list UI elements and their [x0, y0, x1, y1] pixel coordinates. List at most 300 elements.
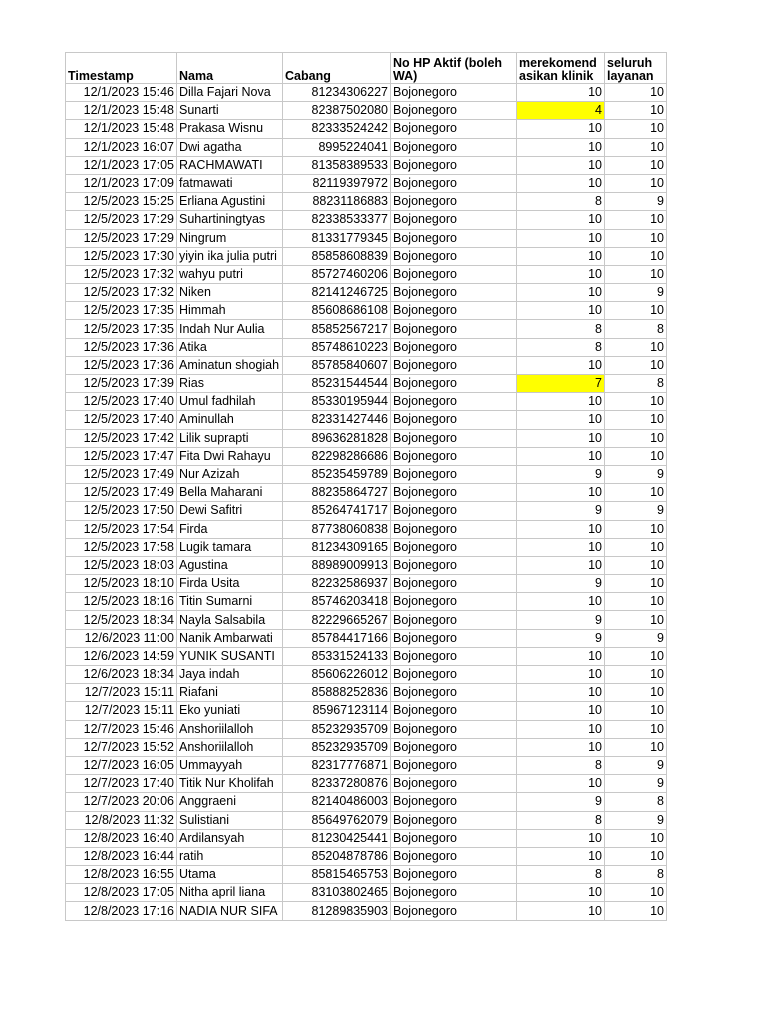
cell-merekomendasikan[interactable]: 7 [517, 375, 605, 393]
cell-seluruh-layanan[interactable]: 10 [605, 702, 667, 720]
cell-timestamp[interactable]: 12/1/2023 15:48 [66, 102, 177, 120]
cell-cabang[interactable]: Bojonegoro [391, 229, 517, 247]
cell-timestamp[interactable]: 12/1/2023 17:05 [66, 156, 177, 174]
cell-seluruh-layanan[interactable]: 10 [605, 666, 667, 684]
cell-no-hp[interactable]: 85608686108 [283, 302, 391, 320]
cell-nama[interactable]: Nanik Ambarwati [177, 629, 283, 647]
cell-seluruh-layanan[interactable]: 9 [605, 811, 667, 829]
cell-seluruh-layanan[interactable]: 9 [605, 756, 667, 774]
cell-seluruh-layanan[interactable]: 10 [605, 102, 667, 120]
cell-merekomendasikan[interactable]: 4 [517, 102, 605, 120]
cell-no-hp[interactable]: 85330195944 [283, 393, 391, 411]
cell-timestamp[interactable]: 12/7/2023 20:06 [66, 793, 177, 811]
cell-no-hp[interactable]: 85858608839 [283, 247, 391, 265]
cell-nama[interactable]: Fita Dwi Rahayu [177, 447, 283, 465]
cell-merekomendasikan[interactable]: 10 [517, 720, 605, 738]
cell-cabang[interactable]: Bojonegoro [391, 829, 517, 847]
cell-nama[interactable]: Anggraeni [177, 793, 283, 811]
header-nama[interactable]: Nama [177, 53, 283, 84]
cell-merekomendasikan[interactable]: 8 [517, 811, 605, 829]
cell-seluruh-layanan[interactable]: 9 [605, 775, 667, 793]
cell-merekomendasikan[interactable]: 10 [517, 120, 605, 138]
cell-seluruh-layanan[interactable]: 10 [605, 520, 667, 538]
cell-nama[interactable]: Dwi agatha [177, 138, 283, 156]
cell-no-hp[interactable]: 85204878786 [283, 847, 391, 865]
cell-merekomendasikan[interactable]: 9 [517, 575, 605, 593]
cell-timestamp[interactable]: 12/7/2023 15:11 [66, 702, 177, 720]
cell-timestamp[interactable]: 12/1/2023 15:48 [66, 120, 177, 138]
cell-no-hp[interactable]: 82298286686 [283, 447, 391, 465]
cell-seluruh-layanan[interactable]: 10 [605, 338, 667, 356]
cell-no-hp[interactable]: 82141246725 [283, 284, 391, 302]
cell-merekomendasikan[interactable]: 8 [517, 866, 605, 884]
cell-seluruh-layanan[interactable]: 10 [605, 138, 667, 156]
cell-nama[interactable]: Nayla Salsabila [177, 611, 283, 629]
cell-no-hp[interactable]: 85235459789 [283, 465, 391, 483]
cell-seluruh-layanan[interactable]: 10 [605, 174, 667, 192]
cell-nama[interactable]: ratih [177, 847, 283, 865]
cell-seluruh-layanan[interactable]: 10 [605, 556, 667, 574]
header-no-hp[interactable]: No HP Aktif (boleh WA) [391, 53, 517, 84]
table-row [66, 502, 667, 520]
cell-timestamp[interactable]: 12/5/2023 17:40 [66, 393, 177, 411]
cell-nama[interactable]: Suhartiningtyas [177, 211, 283, 229]
cell-nama[interactable]: RACHMAWATI [177, 156, 283, 174]
cell-cabang[interactable]: Bojonegoro [391, 411, 517, 429]
cell-no-hp[interactable]: 88989009913 [283, 556, 391, 574]
cell-timestamp[interactable]: 12/5/2023 17:58 [66, 538, 177, 556]
cell-seluruh-layanan[interactable]: 10 [605, 829, 667, 847]
cell-merekomendasikan[interactable]: 10 [517, 538, 605, 556]
cell-nama[interactable]: wahyu putri [177, 265, 283, 283]
cell-merekomendasikan[interactable]: 10 [517, 156, 605, 174]
cell-merekomendasikan[interactable]: 10 [517, 520, 605, 538]
cell-no-hp[interactable]: 81358389533 [283, 156, 391, 174]
cell-cabang[interactable]: Bojonegoro [391, 556, 517, 574]
cell-cabang[interactable]: Bojonegoro [391, 247, 517, 265]
cell-merekomendasikan[interactable]: 8 [517, 193, 605, 211]
cell-seluruh-layanan[interactable]: 10 [605, 593, 667, 611]
cell-cabang[interactable]: Bojonegoro [391, 375, 517, 393]
cell-seluruh-layanan[interactable]: 10 [605, 247, 667, 265]
header-cabang[interactable]: Cabang [283, 53, 391, 84]
cell-nama[interactable]: Firda Usita [177, 575, 283, 593]
cell-no-hp[interactable]: 85232935709 [283, 720, 391, 738]
cell-no-hp[interactable]: 81234309165 [283, 538, 391, 556]
cell-nama[interactable]: Bella Maharani [177, 484, 283, 502]
cell-timestamp[interactable]: 12/5/2023 17:49 [66, 465, 177, 483]
cell-seluruh-layanan[interactable]: 9 [605, 465, 667, 483]
cell-seluruh-layanan[interactable]: 9 [605, 284, 667, 302]
cell-no-hp[interactable]: 87738060838 [283, 520, 391, 538]
cell-no-hp[interactable]: 85852567217 [283, 320, 391, 338]
cell-nama[interactable]: Umul fadhilah [177, 393, 283, 411]
cell-merekomendasikan[interactable]: 10 [517, 702, 605, 720]
cell-nama[interactable]: Ummayyah [177, 756, 283, 774]
cell-no-hp[interactable]: 8995224041 [283, 138, 391, 156]
cell-nama[interactable]: Atika [177, 338, 283, 356]
cell-seluruh-layanan[interactable]: 9 [605, 502, 667, 520]
cell-nama[interactable]: Indah Nur Aulia [177, 320, 283, 338]
cell-no-hp[interactable]: 85815465753 [283, 866, 391, 884]
cell-nama[interactable]: Lilik suprapti [177, 429, 283, 447]
cell-seluruh-layanan[interactable]: 10 [605, 902, 667, 920]
cell-no-hp[interactable]: 85232935709 [283, 738, 391, 756]
cell-no-hp[interactable]: 85727460206 [283, 265, 391, 283]
cell-no-hp[interactable]: 85649762079 [283, 811, 391, 829]
cell-seluruh-layanan[interactable]: 10 [605, 156, 667, 174]
cell-merekomendasikan[interactable]: 10 [517, 884, 605, 902]
cell-nama[interactable]: Titik Nur Kholifah [177, 775, 283, 793]
table-row [66, 411, 667, 429]
cell-nama[interactable]: Niken [177, 284, 283, 302]
cell-timestamp[interactable]: 12/7/2023 16:05 [66, 756, 177, 774]
cell-merekomendasikan[interactable]: 10 [517, 847, 605, 865]
cell-merekomendasikan[interactable]: 10 [517, 229, 605, 247]
cell-timestamp[interactable]: 12/6/2023 14:59 [66, 647, 177, 665]
cell-timestamp[interactable]: 12/1/2023 16:07 [66, 138, 177, 156]
cell-no-hp[interactable]: 85967123114 [283, 702, 391, 720]
cell-cabang[interactable]: Bojonegoro [391, 265, 517, 283]
cell-cabang[interactable]: Bojonegoro [391, 193, 517, 211]
cell-seluruh-layanan[interactable]: 10 [605, 84, 667, 102]
cell-nama[interactable]: Eko yuniati [177, 702, 283, 720]
cell-no-hp[interactable]: 85784417166 [283, 629, 391, 647]
cell-no-hp[interactable]: 85746203418 [283, 593, 391, 611]
table-row [66, 211, 667, 229]
cell-merekomendasikan[interactable]: 10 [517, 775, 605, 793]
table-row [66, 84, 667, 102]
cell-cabang[interactable]: Bojonegoro [391, 629, 517, 647]
cell-seluruh-layanan[interactable]: 8 [605, 320, 667, 338]
cell-no-hp[interactable]: 85264741717 [283, 502, 391, 520]
table-row [66, 702, 667, 720]
cell-nama[interactable]: Titin Sumarni [177, 593, 283, 611]
cell-cabang[interactable]: Bojonegoro [391, 102, 517, 120]
cell-no-hp[interactable]: 82119397972 [283, 174, 391, 192]
cell-seluruh-layanan[interactable]: 10 [605, 356, 667, 374]
table-row [66, 102, 667, 120]
cell-timestamp[interactable]: 12/5/2023 18:03 [66, 556, 177, 574]
table-row [66, 593, 667, 611]
cell-cabang[interactable]: Bojonegoro [391, 393, 517, 411]
cell-timestamp[interactable]: 12/5/2023 17:30 [66, 247, 177, 265]
cell-no-hp[interactable]: 88231186883 [283, 193, 391, 211]
cell-cabang[interactable]: Bojonegoro [391, 593, 517, 611]
cell-no-hp[interactable]: 82331427446 [283, 411, 391, 429]
cell-timestamp[interactable]: 12/8/2023 17:16 [66, 902, 177, 920]
cell-merekomendasikan[interactable]: 10 [517, 593, 605, 611]
header-merekomendasikan[interactable]: merekomend asikan klinik [517, 53, 605, 84]
cell-merekomendasikan[interactable]: 10 [517, 484, 605, 502]
cell-merekomendasikan[interactable]: 10 [517, 284, 605, 302]
cell-timestamp[interactable]: 12/5/2023 18:16 [66, 593, 177, 611]
cell-cabang[interactable]: Bojonegoro [391, 465, 517, 483]
cell-timestamp[interactable]: 12/5/2023 17:35 [66, 320, 177, 338]
spreadsheet [65, 52, 667, 921]
table-row [66, 720, 667, 738]
cell-no-hp[interactable]: 89636281828 [283, 429, 391, 447]
cell-nama[interactable]: Sunarti [177, 102, 283, 120]
cell-cabang[interactable]: Bojonegoro [391, 211, 517, 229]
cell-seluruh-layanan[interactable]: 8 [605, 866, 667, 884]
cell-no-hp[interactable]: 85231544544 [283, 375, 391, 393]
cell-merekomendasikan[interactable]: 10 [517, 556, 605, 574]
cell-cabang[interactable]: Bojonegoro [391, 793, 517, 811]
cell-merekomendasikan[interactable]: 10 [517, 738, 605, 756]
cell-no-hp[interactable]: 85331524133 [283, 647, 391, 665]
cell-timestamp[interactable]: 12/5/2023 18:34 [66, 611, 177, 629]
cell-cabang[interactable]: Bojonegoro [391, 720, 517, 738]
cell-merekomendasikan[interactable]: 10 [517, 138, 605, 156]
cell-cabang[interactable]: Bojonegoro [391, 647, 517, 665]
cell-nama[interactable]: Aminullah [177, 411, 283, 429]
cell-cabang[interactable]: Bojonegoro [391, 302, 517, 320]
cell-seluruh-layanan[interactable]: 10 [605, 229, 667, 247]
cell-seluruh-layanan[interactable]: 10 [605, 484, 667, 502]
cell-no-hp[interactable]: 88235864727 [283, 484, 391, 502]
cell-seluruh-layanan[interactable]: 8 [605, 793, 667, 811]
cell-merekomendasikan[interactable]: 10 [517, 393, 605, 411]
cell-cabang[interactable]: Bojonegoro [391, 866, 517, 884]
cell-nama[interactable]: Utama [177, 866, 283, 884]
cell-no-hp[interactable]: 82232586937 [283, 575, 391, 593]
cell-cabang[interactable]: Bojonegoro [391, 356, 517, 374]
cell-cabang[interactable]: Bojonegoro [391, 775, 517, 793]
cell-merekomendasikan[interactable]: 10 [517, 647, 605, 665]
cell-cabang[interactable]: Bojonegoro [391, 756, 517, 774]
cell-no-hp[interactable]: 81234306227 [283, 84, 391, 102]
cell-merekomendasikan[interactable]: 10 [517, 902, 605, 920]
cell-timestamp[interactable]: 12/8/2023 11:32 [66, 811, 177, 829]
cell-cabang[interactable]: Bojonegoro [391, 847, 517, 865]
cell-timestamp[interactable]: 12/5/2023 17:54 [66, 520, 177, 538]
table-row [66, 320, 667, 338]
cell-nama[interactable]: Riafani [177, 684, 283, 702]
cell-timestamp[interactable]: 12/6/2023 18:34 [66, 666, 177, 684]
cell-cabang[interactable]: Bojonegoro [391, 611, 517, 629]
cell-no-hp[interactable]: 82337280876 [283, 775, 391, 793]
cell-seluruh-layanan[interactable]: 9 [605, 193, 667, 211]
cell-timestamp[interactable]: 12/5/2023 15:25 [66, 193, 177, 211]
cell-cabang[interactable]: Bojonegoro [391, 738, 517, 756]
cell-seluruh-layanan[interactable]: 10 [605, 429, 667, 447]
cell-nama[interactable]: NADIA NUR SIFA [177, 902, 283, 920]
cell-timestamp[interactable]: 12/5/2023 17:36 [66, 338, 177, 356]
cell-nama[interactable]: Sulistiani [177, 811, 283, 829]
cell-seluruh-layanan[interactable]: 10 [605, 647, 667, 665]
cell-timestamp[interactable]: 12/8/2023 16:40 [66, 829, 177, 847]
cell-merekomendasikan[interactable]: 10 [517, 447, 605, 465]
cell-merekomendasikan[interactable]: 10 [517, 174, 605, 192]
cell-timestamp[interactable]: 12/5/2023 17:47 [66, 447, 177, 465]
cell-cabang[interactable]: Bojonegoro [391, 156, 517, 174]
cell-no-hp[interactable]: 81230425441 [283, 829, 391, 847]
cell-timestamp[interactable]: 12/8/2023 16:44 [66, 847, 177, 865]
cell-timestamp[interactable]: 12/5/2023 17:32 [66, 284, 177, 302]
cell-seluruh-layanan[interactable]: 10 [605, 575, 667, 593]
cell-timestamp[interactable]: 12/5/2023 17:32 [66, 265, 177, 283]
table-row [66, 738, 667, 756]
cell-no-hp[interactable]: 82140486003 [283, 793, 391, 811]
cell-seluruh-layanan[interactable]: 10 [605, 538, 667, 556]
table-row [66, 120, 667, 138]
cell-timestamp[interactable]: 12/5/2023 17:36 [66, 356, 177, 374]
cell-nama[interactable]: Himmah [177, 302, 283, 320]
cell-cabang[interactable]: Bojonegoro [391, 447, 517, 465]
cell-cabang[interactable]: Bojonegoro [391, 702, 517, 720]
cell-seluruh-layanan[interactable]: 10 [605, 847, 667, 865]
cell-seluruh-layanan[interactable]: 10 [605, 302, 667, 320]
cell-no-hp[interactable]: 81289835903 [283, 902, 391, 920]
cell-cabang[interactable]: Bojonegoro [391, 684, 517, 702]
cell-no-hp[interactable]: 85606226012 [283, 666, 391, 684]
cell-cabang[interactable]: Bojonegoro [391, 666, 517, 684]
cell-timestamp[interactable]: 12/5/2023 17:50 [66, 502, 177, 520]
cell-merekomendasikan[interactable]: 9 [517, 611, 605, 629]
cell-no-hp[interactable]: 83103802465 [283, 884, 391, 902]
cell-nama[interactable]: Prakasa Wisnu [177, 120, 283, 138]
cell-merekomendasikan[interactable]: 10 [517, 829, 605, 847]
cell-seluruh-layanan[interactable]: 10 [605, 265, 667, 283]
cell-timestamp[interactable]: 12/8/2023 17:05 [66, 884, 177, 902]
table-row [66, 393, 667, 411]
cell-merekomendasikan[interactable]: 10 [517, 666, 605, 684]
cell-seluruh-layanan[interactable]: 10 [605, 393, 667, 411]
cell-cabang[interactable]: Bojonegoro [391, 575, 517, 593]
cell-nama[interactable]: YUNIK SUSANTI [177, 647, 283, 665]
cell-timestamp[interactable]: 12/5/2023 18:10 [66, 575, 177, 593]
cell-cabang[interactable]: Bojonegoro [391, 320, 517, 338]
cell-merekomendasikan[interactable]: 10 [517, 684, 605, 702]
cell-merekomendasikan[interactable]: 10 [517, 84, 605, 102]
cell-timestamp[interactable]: 12/5/2023 17:40 [66, 411, 177, 429]
cell-timestamp[interactable]: 12/5/2023 17:42 [66, 429, 177, 447]
cell-cabang[interactable]: Bojonegoro [391, 811, 517, 829]
cell-nama[interactable]: Nitha april liana [177, 884, 283, 902]
cell-timestamp[interactable]: 12/1/2023 17:09 [66, 174, 177, 192]
cell-nama[interactable]: Lugik tamara [177, 538, 283, 556]
header-seluruh-layanan[interactable]: seluruh layanan [605, 53, 667, 84]
cell-cabang[interactable]: Bojonegoro [391, 538, 517, 556]
cell-cabang[interactable]: Bojonegoro [391, 502, 517, 520]
cell-cabang[interactable]: Bojonegoro [391, 902, 517, 920]
cell-seluruh-layanan[interactable]: 10 [605, 211, 667, 229]
cell-nama[interactable]: Dilla Fajari Nova [177, 84, 283, 102]
table-row [66, 484, 667, 502]
cell-merekomendasikan[interactable]: 8 [517, 756, 605, 774]
cell-no-hp[interactable]: 85888252836 [283, 684, 391, 702]
cell-nama[interactable]: yiyin ika julia putri [177, 247, 283, 265]
header-timestamp[interactable]: Timestamp [66, 53, 177, 84]
cell-nama[interactable]: fatmawati [177, 174, 283, 192]
cell-no-hp[interactable]: 85748610223 [283, 338, 391, 356]
cell-nama[interactable]: Anshoriilalloh [177, 720, 283, 738]
cell-timestamp[interactable]: 12/5/2023 17:29 [66, 229, 177, 247]
cell-timestamp[interactable]: 12/7/2023 15:52 [66, 738, 177, 756]
cell-seluruh-layanan[interactable]: 10 [605, 411, 667, 429]
cell-merekomendasikan[interactable]: 9 [517, 629, 605, 647]
cell-timestamp[interactable]: 12/7/2023 17:40 [66, 775, 177, 793]
cell-no-hp[interactable]: 81331779345 [283, 229, 391, 247]
cell-nama[interactable]: Jaya indah [177, 666, 283, 684]
cell-timestamp[interactable]: 12/7/2023 15:11 [66, 684, 177, 702]
cell-cabang[interactable]: Bojonegoro [391, 429, 517, 447]
cell-merekomendasikan[interactable]: 10 [517, 265, 605, 283]
cell-seluruh-layanan[interactable]: 8 [605, 375, 667, 393]
cell-no-hp[interactable]: 82229665267 [283, 611, 391, 629]
cell-seluruh-layanan[interactable]: 10 [605, 120, 667, 138]
cell-no-hp[interactable]: 82333524242 [283, 120, 391, 138]
cell-seluruh-layanan[interactable]: 10 [605, 611, 667, 629]
cell-nama[interactable]: Anshoriilalloh [177, 738, 283, 756]
cell-merekomendasikan[interactable]: 10 [517, 411, 605, 429]
cell-seluruh-layanan[interactable]: 10 [605, 738, 667, 756]
cell-merekomendasikan[interactable]: 10 [517, 429, 605, 447]
cell-no-hp[interactable]: 82338533377 [283, 211, 391, 229]
cell-nama[interactable]: Ningrum [177, 229, 283, 247]
cell-timestamp[interactable]: 12/7/2023 15:46 [66, 720, 177, 738]
cell-seluruh-layanan[interactable]: 10 [605, 720, 667, 738]
cell-nama[interactable]: Aminatun shogiah [177, 356, 283, 374]
cell-timestamp[interactable]: 12/6/2023 11:00 [66, 629, 177, 647]
cell-cabang[interactable]: Bojonegoro [391, 174, 517, 192]
cell-cabang[interactable]: Bojonegoro [391, 338, 517, 356]
cell-cabang[interactable]: Bojonegoro [391, 520, 517, 538]
cell-cabang[interactable]: Bojonegoro [391, 138, 517, 156]
cell-timestamp[interactable]: 12/1/2023 15:46 [66, 84, 177, 102]
cell-timestamp[interactable]: 12/8/2023 16:55 [66, 866, 177, 884]
cell-nama[interactable]: Agustina [177, 556, 283, 574]
table-row [66, 302, 667, 320]
table-row [66, 338, 667, 356]
cell-nama[interactable]: Firda [177, 520, 283, 538]
cell-cabang[interactable]: Bojonegoro [391, 484, 517, 502]
cell-merekomendasikan[interactable]: 9 [517, 465, 605, 483]
cell-merekomendasikan[interactable]: 9 [517, 793, 605, 811]
cell-cabang[interactable]: Bojonegoro [391, 84, 517, 102]
cell-nama[interactable]: Ardilansyah [177, 829, 283, 847]
cell-merekomendasikan[interactable]: 8 [517, 320, 605, 338]
cell-merekomendasikan[interactable]: 10 [517, 302, 605, 320]
cell-merekomendasikan[interactable]: 10 [517, 247, 605, 265]
cell-cabang[interactable]: Bojonegoro [391, 120, 517, 138]
cell-no-hp[interactable]: 85785840607 [283, 356, 391, 374]
cell-timestamp[interactable]: 12/5/2023 17:49 [66, 484, 177, 502]
cell-timestamp[interactable]: 12/5/2023 17:35 [66, 302, 177, 320]
cell-seluruh-layanan[interactable]: 10 [605, 884, 667, 902]
table-row [66, 174, 667, 192]
cell-merekomendasikan[interactable]: 10 [517, 356, 605, 374]
cell-nama[interactable]: Rias [177, 375, 283, 393]
cell-merekomendasikan[interactable]: 8 [517, 338, 605, 356]
cell-cabang[interactable]: Bojonegoro [391, 284, 517, 302]
cell-nama[interactable]: Dewi Safitri [177, 502, 283, 520]
cell-seluruh-layanan[interactable]: 10 [605, 447, 667, 465]
cell-seluruh-layanan[interactable]: 10 [605, 684, 667, 702]
cell-no-hp[interactable]: 82317776871 [283, 756, 391, 774]
cell-nama[interactable]: Erliana Agustini [177, 193, 283, 211]
cell-timestamp[interactable]: 12/5/2023 17:39 [66, 375, 177, 393]
cell-timestamp[interactable]: 12/5/2023 17:29 [66, 211, 177, 229]
cell-merekomendasikan[interactable]: 10 [517, 211, 605, 229]
cell-no-hp[interactable]: 82387502080 [283, 102, 391, 120]
cell-seluruh-layanan[interactable]: 9 [605, 629, 667, 647]
cell-cabang[interactable]: Bojonegoro [391, 884, 517, 902]
table-row [66, 465, 667, 483]
cell-nama[interactable]: Nur Azizah [177, 465, 283, 483]
cell-merekomendasikan[interactable]: 9 [517, 502, 605, 520]
